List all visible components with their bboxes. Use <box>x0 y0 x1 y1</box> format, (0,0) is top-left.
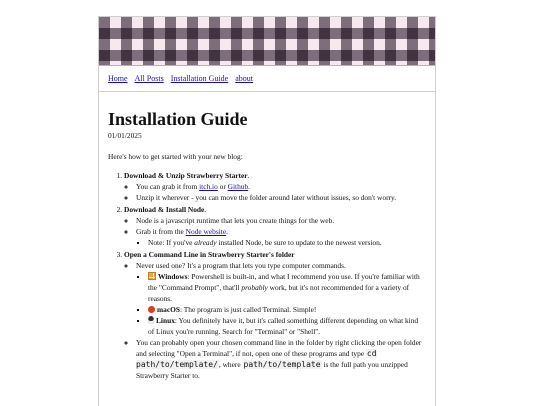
page-title: Installation Guide <box>108 109 248 129</box>
steps-list <box>108 170 426 381</box>
post-content <box>99 109 435 381</box>
page-frame <box>98 16 436 406</box>
code-cd-command: cd path/to/template/ <box>136 349 377 369</box>
list-item: ◦ Never used one? It's a program that lets you type computer commands. ▪ Windows: Powershell is built-in, and what I recommend you use. If you're familiar with the "Command Prompt", that'll probably work, but it's not recommended for a variety of reasons. ▪ macOS: The program is just called Terminal. Simple! ▪ Linux: You definitely have it, but it's called something different depending on what kind of Linux you're running. Search for "Terminal" or "Shell". <box>136 260 426 337</box>
list-item: ◦ Unzip it wherever - you can move the folder around later without issues, so don't worry. <box>136 192 426 203</box>
step-item: 2. Download & Install Node. ◦ Node is a javascript runtime that lets you create things for the web. ◦ Grab it from the Node website. ▪ Note: If you've already installed Node, be sure to update to the newest version. <box>124 204 426 248</box>
intro-text: Here's how to get started with your new blog: <box>108 152 243 161</box>
code-path: path/to/template <box>243 360 321 369</box>
top-nav <box>99 66 435 92</box>
nav-installation-guide-link[interactable]: Installation Guide <box>170 74 229 83</box>
step-title: Download & Install Node <box>124 205 205 214</box>
penguin-icon <box>148 316 154 324</box>
list-item: ▪ Note: If you've already installed Node, be sure to update to the newest version. <box>148 237 426 248</box>
list-item: ▪ Windows: Powershell is built-in, and what I recommend you use. If you're familiar with the "Command Prompt", that'll probably work, but it's not recommended for a variety of reasons. <box>148 271 426 304</box>
list-item: ◦ You can grab it from itch.io or Github. <box>136 181 426 192</box>
list-item: ◦ Grab it from the Node website. ▪ Note: If you've already installed Node, be sure to update to the newest version. <box>136 226 426 248</box>
nav-home-link[interactable]: Home <box>108 74 128 83</box>
step-item: 1. Download & Unzip Strawberry Starter. ◦ You can grab it from itch.io or Github. ◦ Unzip it wherever - you can move the folder around later without issues, so don't worry. <box>124 170 426 203</box>
step-title: Open a Command Line in Strawberry Starter's folder <box>124 250 295 259</box>
itch-link[interactable]: itch.io <box>199 182 218 191</box>
list-item: ◦ Node is a javascript runtime that lets you create things for the web. <box>136 215 426 226</box>
list-item: ▪ Linux: You definitely have it, but it's called something different depending on what kind of Linux you're running. Search for "Terminal" or "Shell". <box>148 315 426 337</box>
nav-all-posts-link[interactable]: All Posts <box>134 74 164 83</box>
windows-icon <box>148 272 156 280</box>
github-link[interactable]: Github <box>227 182 249 191</box>
post-date: 01/01/2025 <box>108 131 142 140</box>
step-title: Download & Unzip Strawberry Starter <box>124 171 248 180</box>
list-item: ▪ macOS: The program is just called Terminal. Simple! <box>148 304 426 315</box>
step-item <box>124 249 426 381</box>
apple-icon <box>148 306 155 313</box>
nav-about-link[interactable]: about <box>235 74 254 83</box>
list-item: ◦ You can probably open your chosen command line in the folder by right clicking the open folder and selecting "Open a Terminal", if not, open one of these programs and type cd path/to/template/, where path/to/template is the full path you unzipped Strawberry Starter to. <box>136 337 426 381</box>
node-website-link[interactable]: Node website <box>185 227 227 236</box>
checkered-banner <box>99 17 435 66</box>
